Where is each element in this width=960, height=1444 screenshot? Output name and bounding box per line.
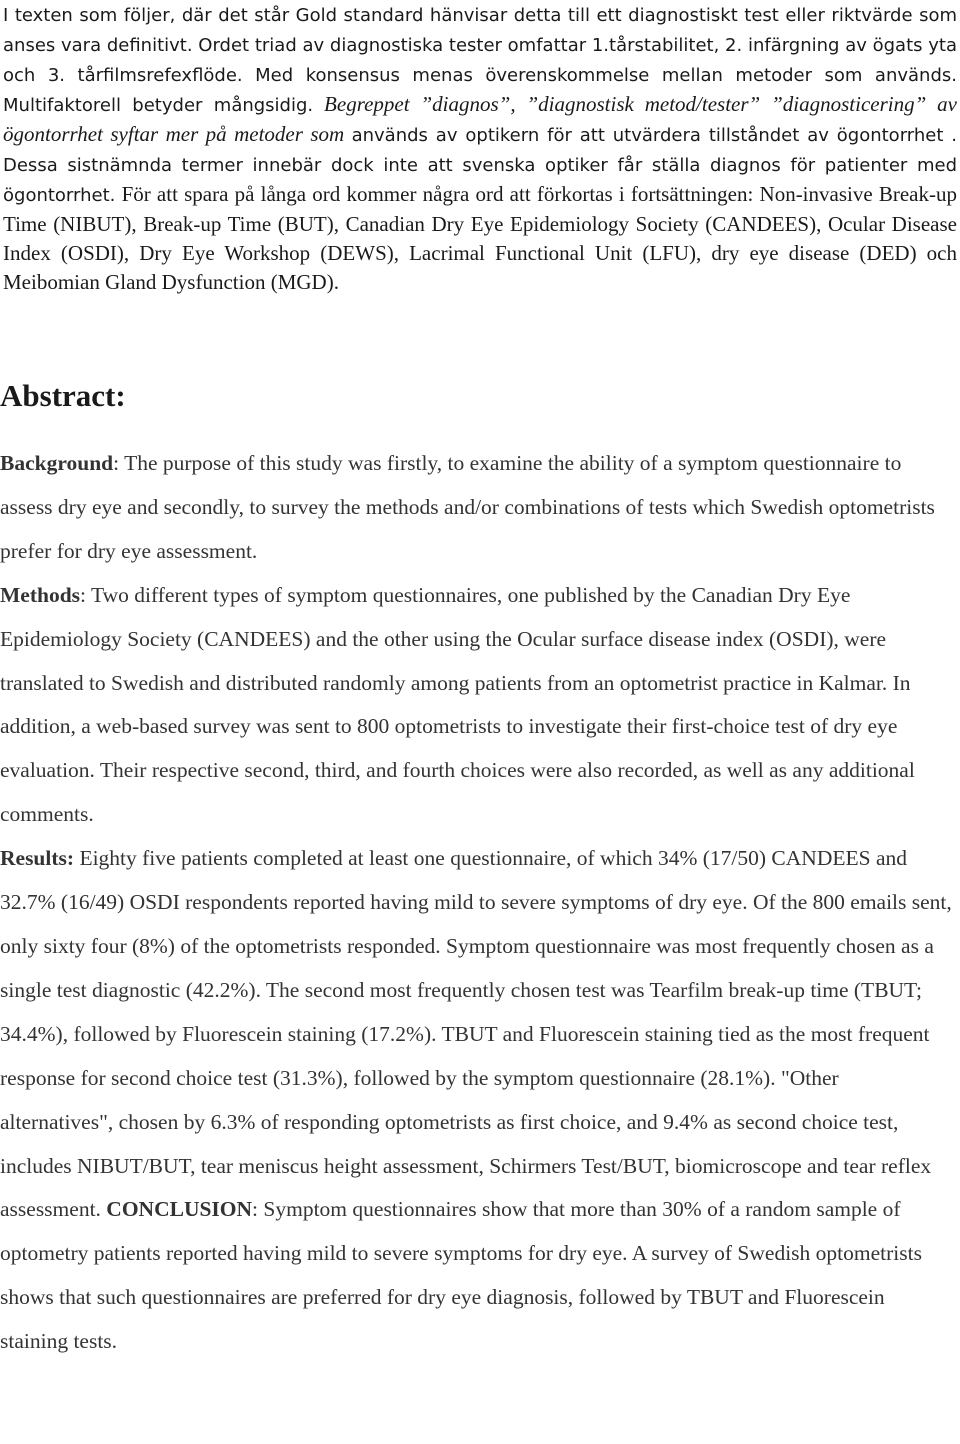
conclusion-label: CONCLUSION bbox=[106, 1197, 253, 1222]
background-label: Background bbox=[0, 451, 114, 475]
results-paragraph bbox=[0, 837, 954, 1364]
methods-text: : Two different types of symptom questionnaires, one published by the Canadian Dry Eye Epidemiology Society (CANDEES) and the other using the Ocular surface disease index (OSDI), were translated to Swedish and distributed randomly among patients from an optometrist practice in Kalmar. In addition, a web-based survey was sent to 800 optometrists to investigate their first-choice test of dry eye evaluation. Their respective second, third, and fourth choices were also recorded, as well as any additional comments. bbox=[0, 582, 915, 827]
conclusion-text: : Symptom questionnaires show that more than 30% of a random sample of optometry patients reported having mild to severe symptoms for dry eye. A survey of Swedish optometrists shows that such questionnaires are preferred for dry eye diagnosis, followed by TBUT and Fluorescein staining tests. bbox=[0, 1197, 922, 1354]
methods-label: Methods bbox=[0, 582, 81, 607]
intro-definitions-text: I texten som följer, där det står Gold standard hänvisar detta till ett diagnostiskt test eller riktvärde som anses vara definitivt. Ordet triad av diagnostiska tester omfattar 1.tårstabilitet, 2. infärgning av ögats yta och 3. tårfilmsrefexflöde. Med konsensus menas överenskommelse mellan metoder som används. Multifaktorell betyder mångsidig. bbox=[3, 5, 957, 116]
intro-abbreviations-text: För att spara på långa ord kommer några ord att förkortas i fortsättningen: Non-invasive Break-up Time (NIBUT), Break-up Time (BUT), Canadian Dry Eye Epidemiology Society (CANDEES), Ocular Disease Index (OSDI), Dry Eye Workshop (DEWS), Lacrimal Functional Unit (LFU), dry eye disease (DED) och Meibomian Gland Dysfunction (MGD). bbox=[3, 182, 957, 294]
methods-paragraph bbox=[0, 574, 954, 837]
abstract-heading: Abstract: bbox=[0, 378, 126, 413]
results-text: Eighty five patients completed at least one questionnaire, of which 34% (17/50) CANDEES and 32.7% (16/49) OSDI respondents reported having mild to severe symptoms of dry eye. Of the 800 emails sent, only sixty four (8%) of the optometrists responded. Symptom questionnaire was most frequently chosen as a single test diagnostic (42.2%). The second most frequently chosen test was Tearfilm break-up time (TBUT; 34.4%), followed by Fluorescein staining (17.2%). TBUT and Fluorescein staining tied as the most frequent response for second choice test (31.3%), followed by the symptom questionnaire (28.1%). "Other alternatives", chosen by 6.3% of responding optometrists as first choice, and 9.4% as second choice test, includes NIBUT/BUT, tear meniscus height assessment, Schirmers Test/BUT, biomicroscope and tear reflex assessment. bbox=[0, 846, 952, 1222]
results-label: Results: bbox=[0, 846, 75, 871]
intro-diagnosis-text: används av optikern för att utvärdera tillståndet av ögontorrhet . Dessa sistnämnda termer innebär dock inte att svenska optiker får ställa diagnos för patienter med ögontorrhet. bbox=[3, 125, 958, 206]
background-text: : The purpose of this study was firstly, to examine the ability of a symptom questionnaire to assess dry eye and secondly, to survey the methods and/or combinations of tests which Swedish optometrists prefer for dry eye assessment. bbox=[0, 451, 935, 563]
background-paragraph bbox=[0, 442, 954, 574]
intro-paragraph bbox=[3, 0, 957, 297]
document-page bbox=[3, 0, 957, 297]
abstract-body bbox=[0, 442, 954, 1364]
intro-italic-text: Begreppet ”diagnos”, ”diagnostisk metod/tester” ”diagnosticering” av ögontorrhet syftar mer på metoder som bbox=[3, 92, 957, 146]
